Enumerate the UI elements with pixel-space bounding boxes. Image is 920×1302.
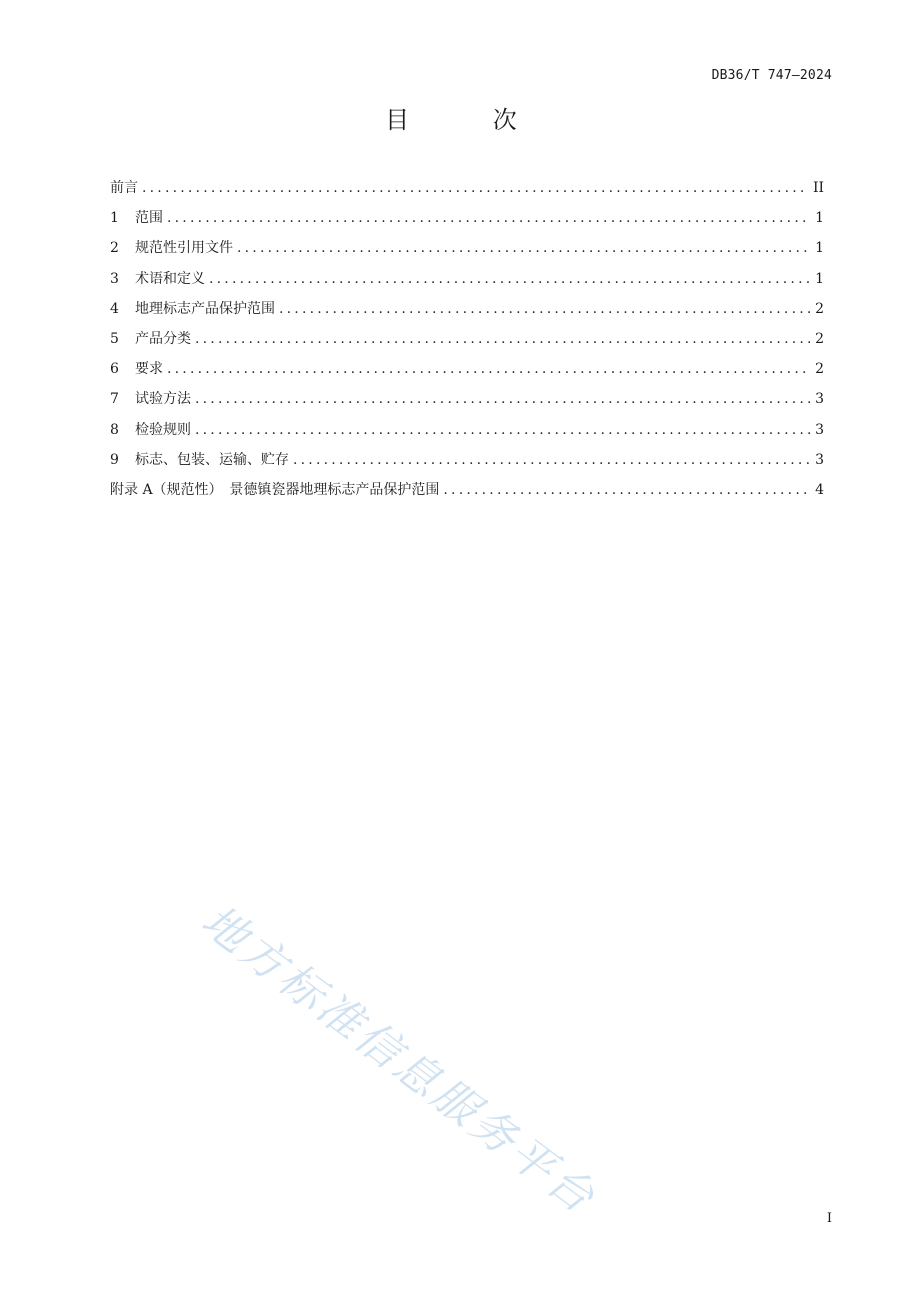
toc-entry-label: 产品分类 xyxy=(135,330,191,347)
toc-leader-dots xyxy=(195,327,810,351)
toc-entry-page: 4 xyxy=(815,481,824,498)
page-number: I xyxy=(826,1211,832,1226)
toc-entry-label: 标志、包装、运输、贮存 xyxy=(135,451,289,468)
toc-entry-number: 7 xyxy=(110,391,119,408)
toc-entry-page: 2 xyxy=(815,330,824,347)
toc-entry-label: 景德镇瓷器地理标志产品保护范围 xyxy=(229,481,440,498)
toc-leader-dots xyxy=(293,448,810,472)
toc-entry-page: 3 xyxy=(815,421,824,438)
toc-entry-label: 规范性引用文件 xyxy=(135,240,233,257)
toc-leader-dots xyxy=(142,176,809,200)
toc-entry-page: 1 xyxy=(815,270,824,287)
toc-entry-page: II xyxy=(812,180,824,196)
toc-entry-classification[interactable] xyxy=(110,327,824,357)
toc-entry-normative-references[interactable] xyxy=(110,236,824,266)
toc-entry-number: 8 xyxy=(110,421,119,438)
toc-leader-dots xyxy=(209,267,810,291)
toc-leader-dots xyxy=(167,206,810,230)
toc-entry-label: 范围 xyxy=(135,210,163,227)
toc-entry-label: 要求 xyxy=(135,361,163,378)
annex-prefix: 附录 A（规范性） xyxy=(110,481,223,498)
toc-entry-page: 1 xyxy=(815,210,824,227)
toc-entry-page: 1 xyxy=(815,240,824,257)
toc-entry-inspection-rules[interactable] xyxy=(110,418,824,448)
toc-leader-dots xyxy=(195,387,810,411)
toc-entry-requirements[interactable] xyxy=(110,357,824,387)
toc-entry-foreword[interactable] xyxy=(110,176,824,206)
table-of-contents xyxy=(110,176,824,508)
toc-entry-annex-a[interactable] xyxy=(110,478,824,508)
toc-leader-dots xyxy=(237,236,810,260)
toc-entry-page: 3 xyxy=(815,391,824,408)
toc-entry-number: 3 xyxy=(110,270,119,287)
page-title: 目 次 xyxy=(385,106,555,134)
toc-entry-number: 5 xyxy=(110,330,119,347)
toc-leader-dots xyxy=(443,478,810,502)
toc-entry-page: 3 xyxy=(815,451,824,468)
toc-entry-number: 2 xyxy=(110,240,119,257)
toc-entry-page: 2 xyxy=(815,300,824,317)
toc-entry-number: 6 xyxy=(110,361,119,378)
toc-leader-dots xyxy=(195,418,810,442)
toc-entry-scope[interactable] xyxy=(110,206,824,236)
toc-entry-number: 9 xyxy=(110,451,119,468)
toc-entry-protection-scope[interactable] xyxy=(110,297,824,327)
toc-entry-page: 2 xyxy=(815,361,824,378)
toc-leader-dots xyxy=(279,297,810,321)
watermark: 地方标准信息服务平台 xyxy=(191,895,606,1225)
document-code: DB36/T 747—2024 xyxy=(711,68,832,83)
toc-entry-label: 前言 xyxy=(110,180,138,196)
toc-entry-terms-definitions[interactable] xyxy=(110,267,824,297)
toc-entry-marking-packaging[interactable] xyxy=(110,448,824,478)
toc-entry-label: 地理标志产品保护范围 xyxy=(135,300,275,317)
toc-entry-number: 4 xyxy=(110,300,119,317)
toc-entry-test-methods[interactable] xyxy=(110,387,824,417)
toc-leader-dots xyxy=(167,357,810,381)
toc-entry-label: 检验规则 xyxy=(135,421,191,438)
toc-entry-label: 术语和定义 xyxy=(135,270,205,287)
toc-entry-number: 1 xyxy=(110,210,119,227)
toc-entry-label: 试验方法 xyxy=(135,391,191,408)
